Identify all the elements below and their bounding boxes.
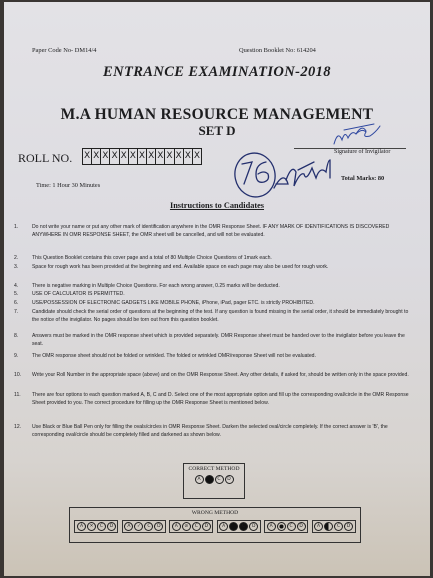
roll-cell: X [110,149,119,164]
instructions-heading: Instructions to Candidates [169,201,265,210]
bubble-filled [205,475,214,484]
roll-cell: X [175,149,184,164]
set-label: SET D [198,123,236,138]
bubble: A [195,475,204,484]
instruction-item: 9. The OMR response sheet should not be folded or wrinkled. The folded or wrinkled OMR/response Sheet will not be evaluated. [14,353,316,359]
invigilator-scribble [334,124,380,144]
roll-cell: X [138,149,147,164]
instruction-item: 8. Answers must be marked in the OMR response sheet which is provided separately. OMR Response sheet must be handed over to the invigilator before you leave the seat. [14,333,405,347]
roll-cell: X [147,149,156,164]
booklet-number: Question Booklet No: 614204 [239,47,316,54]
score-handwriting [231,149,330,200]
instruction-item: 12. Use Black or Blue Ball Pen only for filling the ovals/circles in OMR Response Sheet. Darken the selected oval/circle completely. If the correct answer is 'B', the corresponding oval/circle should be completely filled and darkened as shown below. [14,424,388,438]
wrong-example: A ⊘ C D [169,520,213,533]
roll-cell: X [129,149,138,164]
instruction-item: 7. Candidate should check the serial order of questions at the beginning of the test. If any question is found missing in the serial order, it should be immediately brought to the notice of the invigilator. No pages should be torn out from this question booklet. [14,309,409,323]
wrong-example: A C D [312,520,356,533]
instruction-item: 2. This Question Booklet contains this cover page and a total of 80 Multiple Choice Questions of 1mark each. [14,255,272,261]
wrong-example: A ✓ C D [122,520,166,533]
wrong-method-label: WRONG METHOD [191,510,239,516]
invigilator-signature-label: Signature of Invigilator [334,149,391,155]
roll-cell: X [156,149,165,164]
correct-method-box [183,463,245,499]
handwritten-annotations [4,2,430,202]
roll-cell: X [165,149,174,164]
time-label: Time: 1 Hour 30 Minutes [36,182,101,189]
total-marks: Total Marks: 80 [341,175,385,182]
correct-method-label: CORRECT METHOD [188,466,240,472]
wrong-example: A C D [217,520,261,533]
course-title: M.A HUMAN RESOURCE MANAGEMENT [60,106,374,123]
wrong-example: A ✕ C D [74,520,118,533]
roll-cell: X [184,149,193,164]
instruction-item: 4. There is negative marking in Multiple Choice Questions. For each wrong answer, 0.25 marks will be deducted. [14,283,280,289]
roll-cell: X [120,149,129,164]
roll-cell: X [83,149,92,164]
instruction-item: 11. There are four options to each question marked A, B, C and D. Select one of the most appropriate option and fill up the corresponding oval/circle in the OMR Response Sheet provided to you. The correct procedure for filling up the OMR Response Sheet is mentioned below. [14,392,409,406]
bubble: D [225,475,234,484]
roll-number-label: ROLL NO. [18,151,73,165]
wrong-example: A C D [264,520,308,533]
instruction-item: 5. USE OF CALCULATOR IS PERMITTED. [14,291,125,297]
instruction-item: 10. Write your Roll Number in the appropriate space (above) and on the OMR Response Sheet. Any other details, if asked for, should be written only in the space provided. [14,372,409,378]
roll-cell: X [193,151,201,161]
bubble: C [215,475,224,484]
roll-cell: X [92,149,101,164]
exam-title: ENTRANCE EXAMINATION-2018 [103,64,331,80]
exam-cover-page [4,2,430,576]
roll-cell: X [101,149,110,164]
instruction-item: 1. Do not write your name or put any other mark of identification anywhere in the OMR Response Sheet. IF ANY MARK OF IDENTIFICATIONS IS DISCOVERED ANYWHERE IN OMR RESPONSE SHEET, the OMR sheet will be cancelled, and will not be evaluated. [14,224,390,238]
instruction-item: 6. USE/POSSESSION OF ELECTRONIC GADGETS LIKE MOBILE PHONE, iPhone, iPad, pager ETC. is strictly PROHIBITED. [14,300,315,306]
paper-code: Paper Code No- DM14/4 [32,47,97,54]
instruction-item: 3. Space for rough work has been provided at the beginning and end. Available space on each page may also be used for rough work. [14,264,329,270]
wrong-method-box [69,507,361,543]
